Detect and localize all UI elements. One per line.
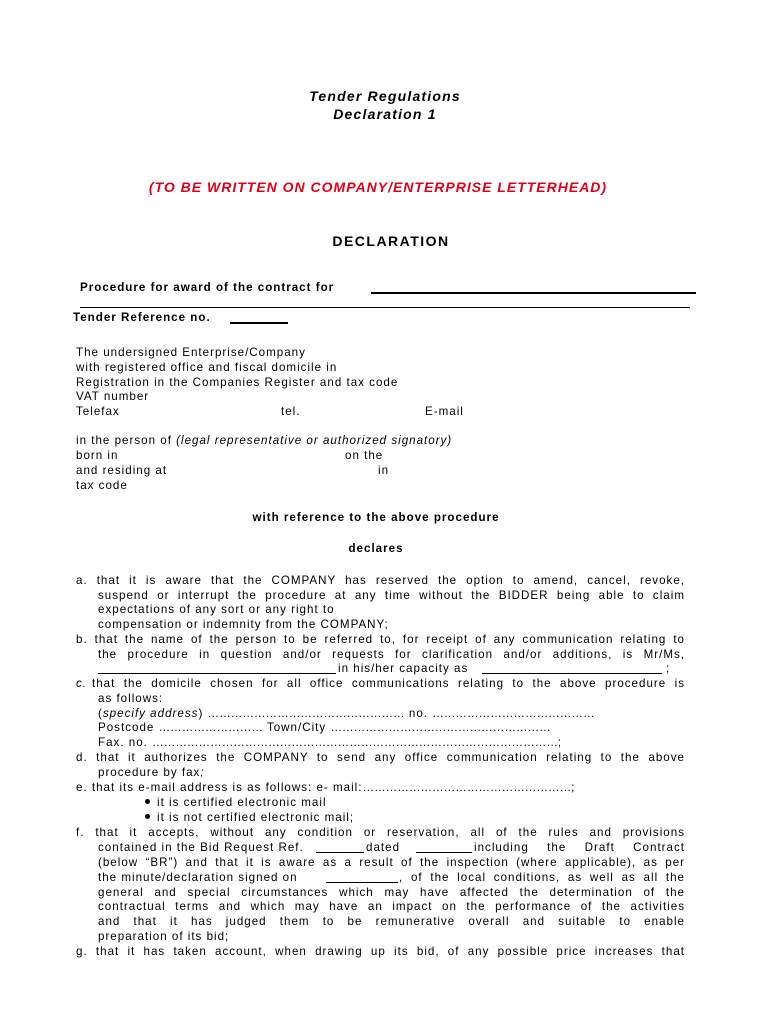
telefax-label: Telefax — [76, 405, 120, 418]
tender-reference-blank — [230, 322, 288, 324]
clause-f-line-3: (below “BR”) and that it is aware as a result of the inspection (where applicable), as per — [98, 856, 685, 869]
clause-c-line-1: that the domicile chosen for all office communications relating to the above procedure is — [92, 677, 685, 690]
contract-continuation-line — [80, 307, 690, 308]
clause-a-line-1: a. that it is aware that the COMPANY has reserved the option to amend, cancel, revoke, — [76, 574, 685, 587]
in-label: in — [378, 464, 390, 477]
bullet-icon — [145, 799, 150, 804]
capacity-end: ; — [666, 662, 671, 675]
born-in-label: born in — [76, 449, 119, 462]
clause-c-line-2: as follows: — [98, 692, 164, 705]
clause-f-line-7: and that it has judged them to be remunerative overall and suitable to enable — [98, 915, 685, 928]
tel-label: tel. — [281, 405, 301, 418]
bullet-certified-mail: it is certified electronic mail — [145, 796, 327, 809]
clause-f-line-6: contractual terms and which may have an impact on the performance of the activities — [98, 900, 685, 913]
tax-code-label: tax code — [76, 479, 128, 492]
clause-f-line-8: preparation of its bid; — [98, 930, 230, 943]
bullet-icon — [145, 814, 150, 819]
undersigned-line-3: Registration in the Companies Register and tax code — [76, 376, 399, 389]
clause-a-line-3: expectations of any sort or any right to — [98, 603, 335, 616]
contract-blank-line — [371, 292, 696, 294]
declares-heading: declares — [348, 542, 404, 555]
undersigned-line-2: with registered office and fiscal domicile in — [76, 361, 338, 374]
on-the-label: on the — [345, 449, 384, 462]
postcode-line: Postcode ……………………… Town/City ………………………………………………… — [98, 721, 551, 734]
title-line-2: Declaration 1 — [333, 106, 437, 122]
reference-heading: with reference to the above procedure — [252, 511, 500, 524]
clause-f-line-1: f. that it accepts, without any condition or reservation, all of the rules and provisions — [76, 826, 685, 839]
clause-b-line-2: the procedure in question and/or requests for clarification and/or additions, is Mr/Ms, — [98, 648, 685, 661]
clause-f-line-4a: the minute/declaration signed on — [98, 871, 298, 884]
declaration-heading: DECLARATION — [332, 233, 450, 249]
bid-ref-blank — [316, 852, 364, 853]
signed-on-blank — [326, 882, 398, 883]
clause-e-line-1: e. that its e-mail address is as follows: e- mail:………………………………………………; — [76, 781, 576, 794]
clause-d-line-2: procedure by fax; — [98, 766, 205, 779]
contact-name-blank — [98, 673, 336, 674]
address-line: (specify address) …………………………………………… no. …………………………………… — [98, 707, 595, 720]
clause-b-line-1: b. that the name of the person to be referred to, for receipt of any communication relating to — [76, 633, 685, 646]
clause-g-line-1: g. that it has taken account, when drawing up its bid, of any possible price increases that — [76, 945, 685, 958]
tender-reference-label: Tender Reference no. — [73, 311, 211, 324]
procedure-award-label: Procedure for award of the contract for — [80, 281, 335, 294]
capacity-blank — [482, 673, 662, 674]
clause-d-line-1: d. that it authorizes the COMPANY to send any office communication relating to the above — [76, 751, 685, 764]
bid-date-blank — [416, 852, 472, 853]
bullet-not-certified-mail: it is not certified electronic mail; — [145, 811, 354, 824]
clause-c-letter: c. — [76, 677, 88, 690]
letterhead-note: (TO BE WRITTEN ON COMPANY/ENTERPRISE LETTERHEAD) — [148, 179, 608, 195]
title-line-1: Tender Regulations — [309, 88, 461, 104]
clause-f-line-2b: dated — [366, 841, 401, 854]
fax-line: Fax. no. ……………………………………………………………………………………………; — [98, 736, 563, 749]
residing-at-label: and residing at — [76, 464, 168, 477]
clause-a-line-4: compensation or indemnity from the COMPANY; — [98, 618, 389, 631]
capacity-label: in his/her capacity as — [338, 662, 469, 675]
clause-f-line-4b: , of the local conditions, as well as all the — [399, 871, 685, 884]
email-label: E-mail — [425, 405, 464, 418]
in-person-line: in the person of (legal representative or authorized signatory) — [76, 434, 453, 447]
clause-a-line-2: suspend or interrupt the procedure at any time without the BIDDER being able to claim — [98, 589, 685, 602]
clause-f-line-2c: including the Draft Contract — [474, 841, 685, 854]
clause-f-line-2a: contained in the Bid Request Ref. — [98, 841, 304, 854]
clause-f-line-5: general and special circumstances which may have affected the determination of the — [98, 886, 685, 899]
vat-number-label: VAT number — [76, 390, 150, 403]
undersigned-line-1: The undersigned Enterprise/Company — [76, 346, 306, 359]
